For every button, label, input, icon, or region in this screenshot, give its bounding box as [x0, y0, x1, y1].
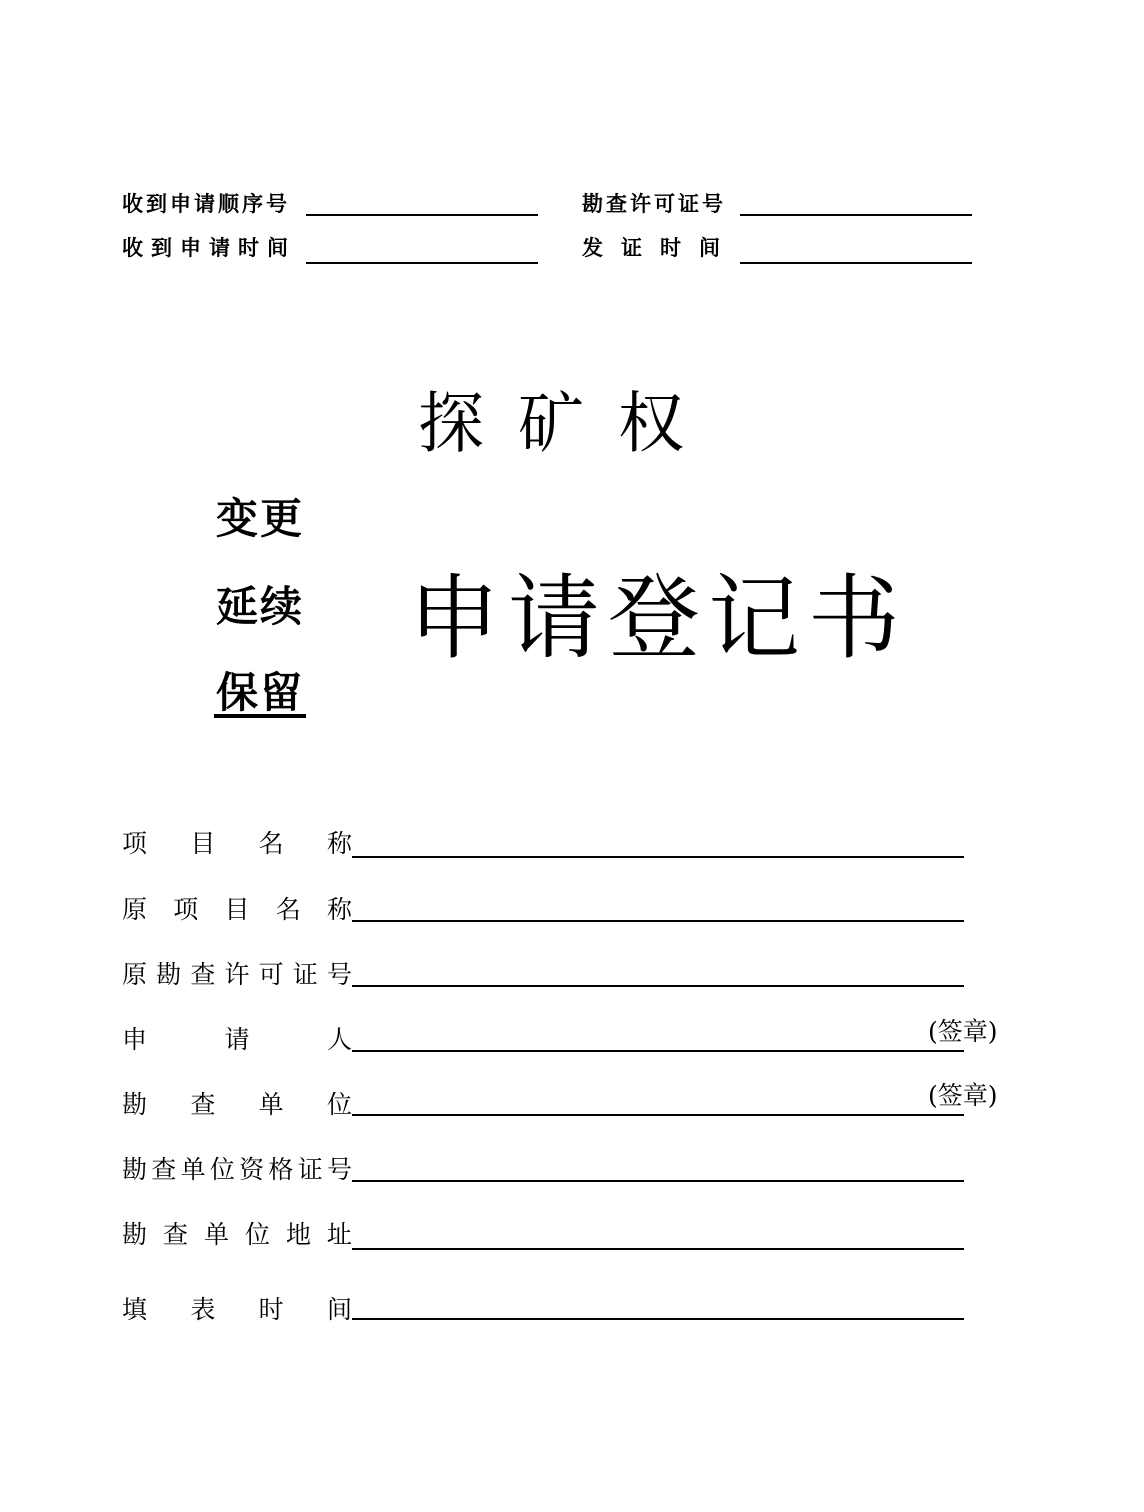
field-line-original-project-name[interactable] [352, 920, 964, 922]
field-label-char: 号 [326, 1155, 352, 1184]
option-retention: 保留 [216, 668, 305, 717]
exploration-unit-stamp-label: (签章) [928, 1081, 998, 1110]
field-label-char: 目 [224, 895, 250, 924]
field-line-project-name[interactable] [352, 856, 964, 858]
field-label-char: 单 [180, 1155, 206, 1184]
title-exploration-right: 探矿权 [418, 385, 718, 462]
field-label-char: 位 [326, 1090, 352, 1119]
field-label-unit-qualification-no [122, 1150, 352, 1186]
field-label-char: 勘 [122, 1220, 148, 1249]
issue-time-field[interactable] [740, 262, 972, 264]
applicant-stamp-label: (签章) [928, 1017, 998, 1046]
field-line-fill-time[interactable] [352, 1318, 964, 1320]
field-label-char: 址 [326, 1220, 352, 1249]
field-label-char: 称 [326, 829, 352, 858]
field-label-char: 时 [258, 1295, 284, 1324]
field-label-char: 号 [326, 960, 352, 989]
field-label-char: 项 [122, 829, 148, 858]
main-title: 申请登记书 [408, 565, 909, 672]
field-label-char: 查 [151, 1155, 177, 1184]
field-label-char: 勘 [122, 1155, 148, 1184]
field-label-char: 勘 [156, 960, 182, 989]
field-label-project-name [122, 824, 352, 860]
field-label-char: 可 [258, 960, 284, 989]
issue-time-label: 发证时间 [582, 236, 738, 260]
field-label-fill-time [122, 1290, 352, 1326]
field-label-char: 查 [190, 1090, 216, 1119]
field-label-char: 单 [203, 1220, 229, 1249]
receipt-time-label: 收到申请时间 [122, 236, 296, 260]
field-label-unit-address [122, 1215, 352, 1251]
field-label-char: 名 [258, 829, 284, 858]
field-label-char: 查 [162, 1220, 188, 1249]
field-label-original-permit-no [122, 955, 352, 991]
option-extension: 延续 [216, 582, 305, 631]
field-line-applicant[interactable] [352, 1050, 964, 1052]
receipt-time-field[interactable] [306, 262, 538, 264]
field-line-unit-address[interactable] [352, 1248, 964, 1250]
field-label-char: 表 [190, 1295, 216, 1324]
field-label-char: 人 [326, 1025, 352, 1054]
field-label-char: 证 [292, 960, 318, 989]
field-line-unit-qualification-no[interactable] [352, 1180, 964, 1182]
field-label-char: 证 [297, 1155, 323, 1184]
field-label-char: 单 [258, 1090, 284, 1119]
field-label-char: 格 [268, 1155, 294, 1184]
field-label-char: 请 [224, 1025, 250, 1054]
field-label-char: 许 [224, 960, 250, 989]
field-label-char: 填 [122, 1295, 148, 1324]
field-label-char: 申 [122, 1025, 148, 1054]
field-label-char: 间 [326, 1295, 352, 1324]
field-label-char: 项 [173, 895, 199, 924]
field-label-char: 勘 [122, 1090, 148, 1119]
receipt-sequence-label: 收到申请顺序号 [122, 192, 290, 216]
permit-number-label: 勘查许可证号 [582, 192, 726, 216]
field-line-exploration-unit[interactable] [352, 1114, 964, 1116]
field-label-char: 查 [190, 960, 216, 989]
field-label-exploration-unit [122, 1085, 352, 1121]
option-change: 变更 [216, 494, 305, 543]
field-label-applicant [122, 1020, 352, 1056]
field-label-char: 地 [285, 1220, 311, 1249]
field-label-original-project-name [122, 890, 352, 926]
field-line-original-permit-no[interactable] [352, 985, 964, 987]
receipt-sequence-field[interactable] [306, 214, 538, 216]
option-retention-underline [214, 714, 306, 718]
field-label-char: 资 [239, 1155, 265, 1184]
field-label-char: 目 [190, 829, 216, 858]
field-label-char: 原 [122, 960, 148, 989]
field-label-char: 原 [122, 895, 148, 924]
field-label-char: 位 [244, 1220, 270, 1249]
field-label-char: 称 [326, 895, 352, 924]
field-label-char: 名 [275, 895, 301, 924]
field-label-char: 位 [209, 1155, 235, 1184]
permit-number-field[interactable] [740, 214, 972, 216]
